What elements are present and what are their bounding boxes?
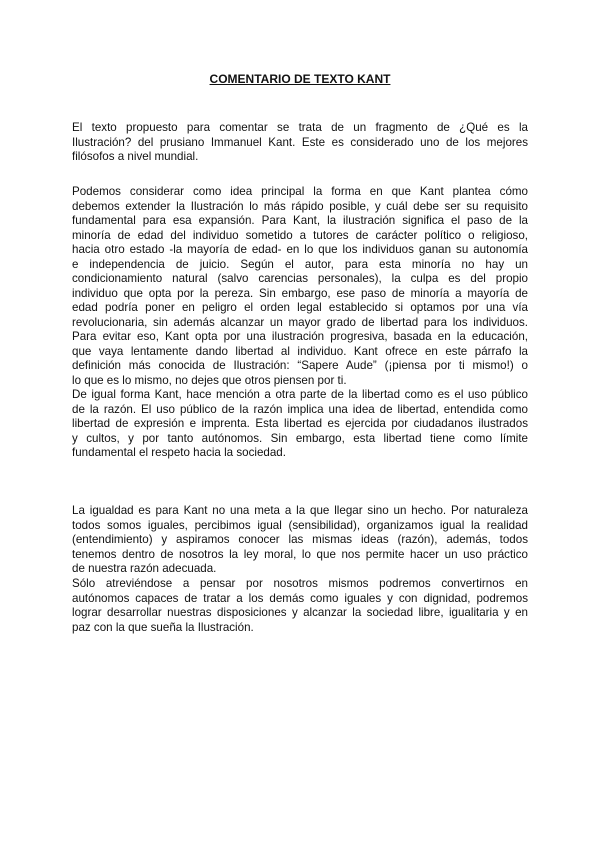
text-line: de nuestra razón adecuada. (72, 562, 217, 575)
text-line: La igualdad es para Kant no una meta a la que llegar sino un hecho. Por naturaleza (72, 504, 528, 517)
text-line: Ilustración? del prusiano Immanuel Kant. Este es considerado uno de los mejores (72, 135, 528, 149)
text-line: de la razón. El uso público de la razón implica una idea de libertad, entendida como (72, 402, 528, 416)
paragraph-main-idea (72, 185, 528, 388)
text-line: fundamental el respeto hacia la sociedad. (72, 446, 286, 459)
document-title: COMENTARIO DE TEXTO KANT (209, 72, 391, 86)
text-line: Para evitar eso, Kant opta por una ilustración progresiva, basada en la educación, (72, 330, 528, 343)
text-line: que vaya lentamente dando libertad al individuo. Kant ofrece en este párrafo la (72, 344, 528, 358)
text-line: condicionamiento natural (salvo carencias personales), la culpa es del propio (72, 272, 528, 285)
text-line: filósofos a nivel mundial. (72, 150, 199, 163)
text-line: revolucionaria, sin además alcanzar un mayor grado de libertad para los individuos. (72, 315, 528, 329)
text-line: paz con la que sueña la Ilustración. (72, 620, 254, 634)
text-line: debemos extender la Ilustración lo más rápido posible, y cuál debe ser su requisito (72, 199, 528, 213)
text-line: El texto propuesto para comentar se trata de un fragmento de ¿Qué es la (72, 121, 528, 134)
text-line: definición más conocida de Ilustración: “Sapere Aude” (¡piensa por ti mismo!) o (72, 359, 528, 372)
text-line: tenemos dentro de nosotros la ley moral, lo que nos permite hacer un uso práctico (72, 547, 528, 561)
text-line: todos somos iguales, percibimos igual (sensibilidad), organizamos igual la realidad (72, 518, 528, 532)
text-line: lo que es lo mismo, no dejes que otros piensen por ti. (72, 373, 347, 387)
paragraph-public-reason (72, 388, 528, 461)
paragraph-intro (72, 121, 528, 165)
text-line: fundamental para esa expansión. Para Kant, la ilustración significa el paso de la (72, 214, 528, 227)
text-line: individuo que opta por la pereza. Sin embargo, ese paso de minoría a mayoría de (72, 286, 528, 300)
text-line: minoría de edad del individuo sometido a tutores de carácter político o religioso, (72, 228, 528, 242)
text-line: lograr desarrollar nuestras disposiciones y alcanzar la sociedad libre, igualitaria y en (72, 606, 528, 619)
text-line: libertad de expresión e imprenta. Esta libertad es ejercida por ciudadanos ilustrados (72, 417, 528, 430)
text-line: edad podría poner en peligro el orden legal establecido si optamos por una vía (72, 301, 528, 314)
text-line: e independencia de juicio. Según el autor, para esta minoría no hay un (72, 257, 528, 271)
text-line: (entendimiento) y aspiramos conocer las mismas ideas (razón), además, todos (72, 533, 528, 546)
text-line: Sólo atreviéndose a pensar por nosotros mismos podremos convertirnos en (72, 577, 528, 590)
text-line: hacia otro estado -la mayoría de edad- en lo que los individuos ganan su autonomía (72, 243, 528, 256)
paragraph-conclusion (72, 577, 528, 635)
paragraph-equality (72, 504, 528, 577)
text-line: Podemos considerar como idea principal la forma en que Kant plantea cómo (72, 185, 528, 198)
text-line: autónomos capaces de tratar a los demás como iguales y con dignidad, podremos (72, 591, 528, 605)
text-line: De igual forma Kant, hace mención a otra parte de la libertad como es el uso público (72, 388, 528, 401)
text-line: y cultos, y por tanto autónomos. Sin embargo, esta libertad tiene como límite (72, 431, 528, 445)
